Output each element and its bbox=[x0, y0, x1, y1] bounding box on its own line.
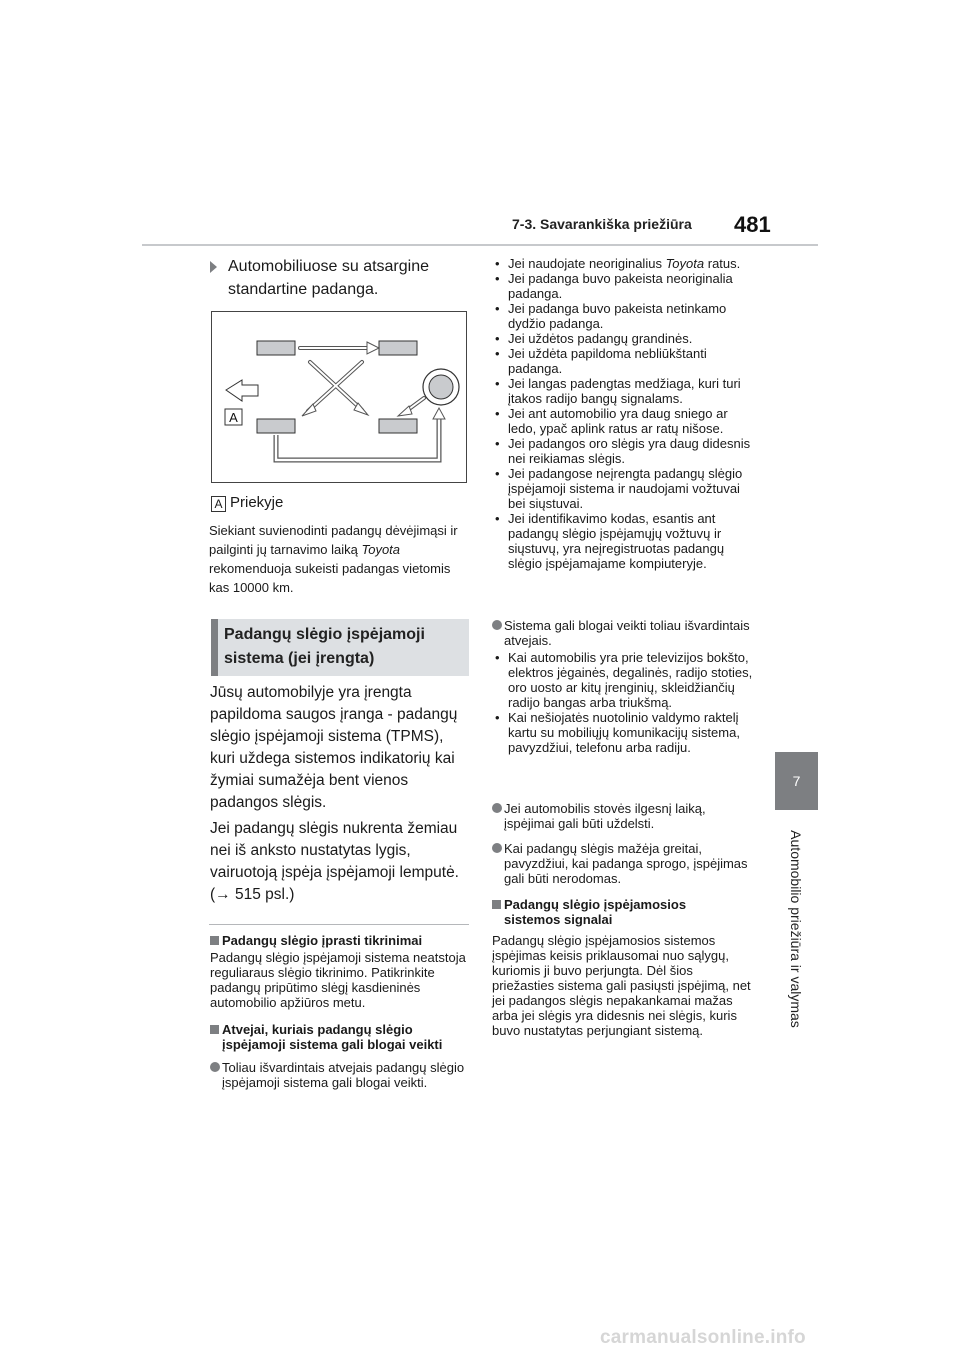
malfunction-list bbox=[494, 256, 756, 571]
header-rule bbox=[142, 244, 818, 246]
square-bullet-icon bbox=[210, 936, 219, 945]
list-item: • Jei naudojate neoriginalius Toyota ratus. bbox=[494, 256, 756, 271]
rotation-note-part-1: Siekiant suvienodinti padangų dėvėjimąsi ir pailginti jų tarnavimo laiką bbox=[209, 523, 458, 557]
list-item: • Jei langas padengtas medžiaga, kuri turi įtakos radijo bangų signalams. bbox=[494, 376, 756, 406]
watermark: carmanualsonline.info bbox=[600, 1327, 806, 1348]
tire-rear-right bbox=[379, 419, 417, 433]
warning-signals-heading-line-1: Padangų slėgio įspėjamosios bbox=[504, 897, 687, 912]
chapter-label-text: Automobilio priežiūra ir valymas bbox=[788, 830, 804, 1028]
tire-front-left bbox=[257, 341, 295, 355]
circle-bullet-icon bbox=[210, 1062, 220, 1072]
square-bullet-icon bbox=[210, 1025, 219, 1034]
rapid-drop-note bbox=[492, 841, 757, 886]
spare-tire-inner bbox=[429, 375, 453, 399]
list-item: • Kai automobilis yra prie televizijos bokšto, elektros jėgainės, degalinės, radijo stoties, oro uosto ar kitų įrenginių, skleidžiančių radijo bangas arba triukšmą. bbox=[494, 650, 756, 710]
rapid-drop-note-text: Kai padangų slėgis mažėja greitai, pavyzdžiui, kai padanga sprogo, įspėjimas gali būti nerodomas. bbox=[504, 841, 748, 886]
tire-rear-left bbox=[257, 419, 295, 433]
tire-rotation-svg bbox=[212, 312, 466, 482]
tire-front-right bbox=[379, 341, 417, 355]
spare-tire-text: Automobiliuose su atsargine standartine padanga. bbox=[228, 258, 430, 298]
interference-intro-text: Sistema gali blogai veikti toliau išvardintais atvejais. bbox=[504, 618, 750, 648]
label-a: A bbox=[229, 410, 238, 425]
triangle-bullet-icon bbox=[210, 261, 217, 273]
warning-signals-text: Padangų slėgio įspėjamosios sistemos įspėjimas keisis priklausomai nuo sąlygų, kuriomis ji buvo perjungta. Dėl šios priežasties sistema gali pasiųsti įspėjimą, net jei padangos slėgis nepakankamai mažas arba jei slėgis yra didesnis nei slėgis, kuris buvo nustatytas perjungiant sistemą. bbox=[492, 933, 751, 1038]
page-number: 481 bbox=[734, 212, 771, 237]
list-item: • Jei ant automobilio yra daug sniego ar ledo, ypač aplink ratus ar ratų nišose. bbox=[494, 406, 756, 436]
warning-note-part-1: Jei padangų slėgis nukrenta žemiau nei iš anksto nustatytas lygis, vairuotoją įspėja įspėjamoji lemputė. ( bbox=[210, 820, 459, 903]
front-direction-arrow bbox=[226, 380, 258, 401]
list-item: • Jei padanga buvo pakeista netinkamo dydžio padanga. bbox=[494, 301, 756, 331]
arrow-right-icon: → bbox=[215, 886, 231, 903]
warning-note-part-2: 515 psl.) bbox=[230, 886, 295, 903]
divider bbox=[209, 924, 469, 925]
rotation-note bbox=[209, 521, 471, 597]
chapter-number: 7 bbox=[792, 773, 801, 789]
section-title: Padangų slėgio įspėjamoji sistema (jei įrengta) bbox=[224, 626, 425, 667]
brand-name: Toyota bbox=[361, 542, 401, 557]
routine-checks-heading bbox=[210, 933, 475, 948]
delay-note-text: Jei automobilis stovės ilgesnį laiką, įspėjimai gali būti uždelsti. bbox=[504, 801, 706, 831]
legend-text: Priekyje bbox=[230, 494, 284, 511]
tpms-warning-note bbox=[210, 818, 472, 906]
list-item: • Jei padangose neįrengta padangų slėgio įspėjamoji sistema ir naudojami vožtuvai bei siųstuvai. bbox=[494, 466, 756, 511]
warning-signals-heading bbox=[492, 897, 757, 927]
tpms-intro: Jūsų automobilyje yra įrengta papildoma saugos įranga - padangų slėgio įspėjamoji sistema (TPMS), kuri uždega sistemos indikatorių kai žymiai sumažėja bent vienos padangos slėgis. bbox=[210, 684, 458, 811]
malfunction-cases-heading bbox=[210, 1022, 475, 1052]
section-title-bar bbox=[211, 619, 218, 676]
legend-marker: A bbox=[211, 496, 226, 512]
diagram-legend bbox=[211, 494, 283, 512]
chapter-label bbox=[786, 820, 806, 1038]
malfunction-intro bbox=[210, 1060, 472, 1090]
list-item: • Jei uždėta papildoma nebliūkštanti padanga. bbox=[494, 346, 756, 376]
arrow-head bbox=[367, 342, 379, 354]
list-item: • Kai nešiojatės nuotolinio valdymo raktelį kartu su mobiliųjų komunikacijų sistema, pavyzdžiui, telefonu arba radiju. bbox=[494, 710, 756, 755]
interference-intro bbox=[492, 618, 757, 648]
warning-signals-heading-line-2: sistemos signalai bbox=[504, 912, 613, 927]
square-bullet-icon bbox=[492, 900, 501, 909]
interference-list bbox=[494, 650, 756, 755]
rotation-note-part-2: rekomenduoja sukeisti padangas vietomis kas 10000 km. bbox=[209, 561, 451, 595]
list-item: • Jei identifikavimo kodas, esantis ant padangų slėgio įspėjamųjų vožtuvų ir siųstuvų, yra neįregistruotas padangų slėgio įspėjamajame kompiuteryje. bbox=[494, 511, 756, 571]
routine-checks-text: Padangų slėgio įspėjamoji sistema neatstoja reguliaraus slėgio tikrinimo. Patikrinkite padangų pripūtimo slėgį kasdieninės automobilio apžiūros metu. bbox=[210, 950, 466, 1010]
delay-note bbox=[492, 801, 757, 831]
malfunction-heading-line-2: įspėjamoji sistema gali blogai veikti bbox=[222, 1037, 443, 1052]
circle-bullet-icon bbox=[492, 843, 502, 853]
list-item: • Jei padanga buvo pakeista neoriginalia padanga. bbox=[494, 271, 756, 301]
circle-bullet-icon bbox=[492, 803, 502, 813]
list-item: • Jei padangos oro slėgis yra daug didesnis nei reikiamas slėgis. bbox=[494, 436, 756, 466]
circle-bullet-icon bbox=[492, 620, 502, 630]
spare-tire-item bbox=[210, 255, 470, 301]
chapter-tab bbox=[775, 752, 818, 810]
malfunction-intro-text: Toliau išvardintais atvejais padangų slėgio įspėjamoji sistema gali blogai veikti. bbox=[222, 1060, 465, 1090]
tire-rotation-diagram bbox=[211, 311, 467, 483]
list-item: • Jei uždėtos padangų grandinės. bbox=[494, 331, 756, 346]
section-heading: 7-3. Savarankiška priežiūra bbox=[512, 216, 692, 232]
malfunction-heading-line-1: Atvejai, kuriais padangų slėgio bbox=[222, 1022, 413, 1037]
routine-checks-heading-text: Padangų slėgio įprasti tikrinimai bbox=[222, 933, 423, 948]
